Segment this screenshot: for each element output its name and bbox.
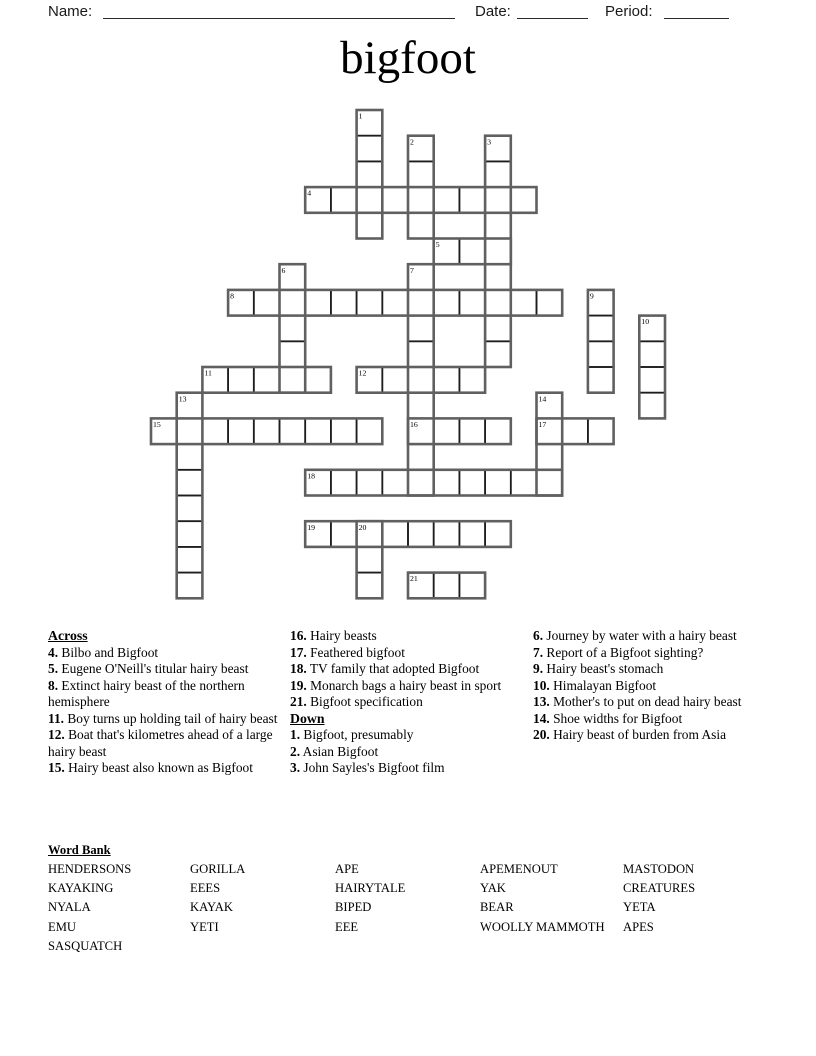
clue-item: 8. Extinct hairy beast of the northern hemisphere: [48, 677, 245, 709]
cell-number: 10: [641, 317, 650, 327]
grid-cell: [434, 290, 460, 316]
grid-cell: [228, 367, 254, 393]
grid-cell: [280, 341, 306, 367]
word-bank-column: [48, 860, 131, 956]
grid-cell: [459, 470, 485, 496]
clue-item: 21. Bigfoot specification: [290, 694, 423, 709]
clue-item: 18. TV family that adopted Bigfoot: [290, 661, 480, 676]
grid-cell: [434, 470, 460, 496]
grid-cell: [485, 521, 511, 547]
grid-cell: [254, 418, 280, 444]
clues-column-1: [48, 628, 285, 777]
word-bank-word: YETI: [190, 919, 219, 934]
grid-cell: [408, 521, 434, 547]
cell-number: 18: [307, 471, 315, 481]
word-bank-word: HENDERSONS: [48, 862, 132, 876]
grid-cell: [280, 316, 306, 342]
grid-cell: [357, 161, 383, 187]
grid-cell: [408, 341, 434, 367]
grid-cell: [177, 418, 203, 444]
cell-number: 13: [178, 394, 187, 404]
word-bank-word: CREATURES: [623, 881, 696, 896]
grid-cell: [459, 521, 485, 547]
word-bank-word: KAYAKING: [48, 881, 114, 896]
clue-item: 16. Hairy beasts: [290, 628, 377, 643]
cell-number: 7: [410, 265, 414, 275]
clues-column-2: [290, 628, 526, 777]
grid-cell: [280, 290, 306, 316]
grid-cell: [434, 418, 460, 444]
clue-item: 4. Bilbo and Bigfoot: [48, 644, 159, 660]
word-bank-word: YAK: [480, 881, 506, 896]
clue-item: 6. Journey by water with a hairy beast: [533, 628, 737, 643]
grid-cell: [588, 341, 614, 367]
word-bank-column: [623, 860, 695, 937]
grid-cell: [382, 521, 408, 547]
grid-cell: [537, 290, 563, 316]
grid-cell: [408, 290, 434, 316]
grid-cell: [382, 187, 408, 213]
word-bank-word: KAYAK: [190, 900, 233, 915]
grid-cell: [485, 470, 511, 496]
grid-cell: [177, 573, 203, 599]
grid-cell: [434, 521, 460, 547]
grid-cell: [459, 239, 485, 265]
grid-cell: [459, 290, 485, 316]
grid-cell: [331, 521, 357, 547]
word-bank-column: [190, 860, 245, 937]
grid-cell: [331, 290, 357, 316]
grid-cell: [537, 444, 563, 470]
grid-cell: [382, 290, 408, 316]
grid-cell: [562, 418, 588, 444]
grid-cell: [331, 470, 357, 496]
grid-cell: [459, 367, 485, 393]
cell-number: 1: [358, 111, 363, 121]
grid-cell: [177, 547, 203, 573]
grid-cell: [408, 367, 434, 393]
word-bank-word: APES: [623, 919, 654, 934]
grid-cell: [511, 187, 537, 213]
grid-cell: [485, 316, 511, 342]
crossword-grid: [140, 100, 692, 612]
grid-cell: [434, 573, 460, 599]
cell-number: 21: [410, 574, 418, 584]
word-bank-column: [480, 860, 605, 937]
grid-cell: [485, 187, 511, 213]
grid-cell: [280, 367, 306, 393]
date-blank-line: [517, 18, 588, 19]
down-header: Down: [290, 710, 325, 726]
word-bank-word: APEMENOUT: [480, 862, 558, 876]
word-bank-word: MASTODON: [623, 862, 695, 876]
word-bank-word: EMU: [48, 919, 76, 934]
puzzle-title: bigfoot: [340, 32, 476, 84]
cell-number: 2: [410, 137, 414, 147]
grid-cell: [511, 290, 537, 316]
grid-cell: [357, 187, 383, 213]
grid-cell: [408, 316, 434, 342]
word-bank-word: HAIRYTALE: [335, 881, 406, 896]
grid-cell: [280, 418, 306, 444]
grid-cell: [459, 573, 485, 599]
grid-cell: [588, 418, 614, 444]
cell-number: 6: [281, 265, 286, 275]
grid-cell: [305, 367, 331, 393]
word-bank-column: [335, 860, 405, 937]
grid-cell: [357, 573, 383, 599]
grid-cell: [357, 213, 383, 239]
grid-cell: [485, 213, 511, 239]
cell-number: 4: [307, 188, 312, 198]
grid-cell: [459, 418, 485, 444]
grid-cell: [305, 290, 331, 316]
cell-number: 14: [538, 394, 547, 404]
clue-item: 3. John Sayles's Bigfoot film: [290, 760, 445, 775]
cell-number: 19: [307, 522, 315, 532]
date-label: Date:: [475, 3, 511, 20]
across-header: Across: [48, 628, 88, 643]
clues-column-3: [533, 628, 757, 744]
period-blank-line: [664, 18, 729, 19]
grid-cell: [485, 341, 511, 367]
grid-cell: [485, 239, 511, 265]
grid-cell: [254, 367, 280, 393]
grid-cell: [588, 367, 614, 393]
grid-cell: [639, 367, 665, 393]
grid-cell: [305, 418, 331, 444]
clue-item: 1. Bigfoot, presumably: [290, 727, 414, 742]
grid-cell: [254, 290, 280, 316]
grid-cell: [177, 521, 203, 547]
grid-cell: [357, 136, 383, 162]
word-bank-word: GORILLA: [190, 862, 246, 876]
name-label: Name:: [48, 3, 93, 20]
grid-cell: [639, 341, 665, 367]
grid-cell: [357, 290, 383, 316]
grid-cell: [408, 470, 434, 496]
cell-number: 3: [487, 137, 492, 147]
grid-cell: [382, 367, 408, 393]
cell-number: 17: [538, 420, 547, 429]
cell-number: 12: [358, 368, 367, 378]
grid-cell: [382, 470, 408, 496]
clue-item: 10. Himalayan Bigfoot: [533, 677, 657, 693]
word-bank-header: Word Bank: [48, 843, 111, 857]
clue-item: 20. Hairy beast of burden from Asia: [533, 727, 727, 742]
grid-cell: [537, 470, 563, 496]
grid-cell: [357, 470, 383, 496]
word-bank-word: EEE: [335, 919, 359, 934]
grid-cell: [434, 187, 460, 213]
down-clue-list: [290, 727, 526, 777]
clue-item: 17. Feathered bigfoot: [290, 644, 405, 660]
grid-cell: [485, 290, 511, 316]
grid-cell: [228, 418, 254, 444]
word-bank-word: SASQUATCH: [48, 938, 123, 953]
clue-item: 14. Shoe widths for Bigfoot: [533, 710, 683, 726]
grid-cell: [202, 418, 228, 444]
word-bank-word: BIPED: [335, 900, 372, 915]
word-bank-word: YETA: [623, 900, 656, 915]
across-clue-list: [48, 645, 285, 777]
cell-number: 16: [410, 420, 418, 429]
grid-cell: [408, 187, 434, 213]
period-label: Period:: [605, 3, 653, 20]
across-clue-list: [290, 628, 526, 711]
word-bank-word: EEES: [190, 881, 221, 896]
grid-cell: [459, 187, 485, 213]
word-bank-word: NYALA: [48, 900, 91, 915]
grid-cell: [485, 161, 511, 187]
cell-number: 9: [589, 291, 594, 301]
clue-item: 12. Boat that's kilometres ahead of a large hairy beast: [48, 727, 273, 759]
name-blank-line: [103, 18, 455, 19]
word-bank-word: WOOLLY MAMMOTH: [480, 919, 605, 934]
clue-item: 5. Eugene O'Neill's titular hairy beast: [48, 661, 249, 676]
cell-number: 5: [435, 240, 440, 250]
grid-cell: [331, 418, 357, 444]
grid-cell: [408, 393, 434, 419]
clue-item: 13. Mother's to put on dead hairy beast: [533, 694, 742, 709]
grid-cell: [177, 470, 203, 496]
cell-number: 15: [153, 420, 161, 429]
word-bank-word: BEAR: [480, 900, 514, 915]
grid-cell: [485, 264, 511, 290]
grid-cell: [331, 187, 357, 213]
clue-item: 7. Report of a Bigfoot sighting?: [533, 644, 704, 660]
grid-cell: [408, 161, 434, 187]
cell-number: 11: [204, 368, 212, 378]
grid-cell: [408, 213, 434, 239]
clue-item: 9. Hairy beast's stomach: [533, 661, 664, 676]
grid-cell: [639, 393, 665, 419]
clue-item: 19. Monarch bags a hairy beast in sport: [290, 677, 502, 693]
grid-cell: [408, 444, 434, 470]
grid-cell: [511, 470, 537, 496]
grid-cell: [357, 418, 383, 444]
cell-number: 8: [230, 291, 235, 301]
clue-item: 11. Boy turns up holding tail of hairy beast: [48, 710, 278, 726]
cell-number: 20: [358, 522, 367, 532]
clue-item: 15. Hairy beast also known as Bigfoot: [48, 760, 253, 775]
grid-cell: [177, 496, 203, 522]
down-clue-list: [533, 628, 757, 744]
grid-cell: [357, 547, 383, 573]
clue-item: 2. Asian Bigfoot: [290, 743, 379, 759]
word-bank-word: APE: [335, 862, 359, 876]
grid-cell: [485, 418, 511, 444]
grid-cell: [434, 367, 460, 393]
grid-cell: [588, 316, 614, 342]
grid-cell: [177, 444, 203, 470]
